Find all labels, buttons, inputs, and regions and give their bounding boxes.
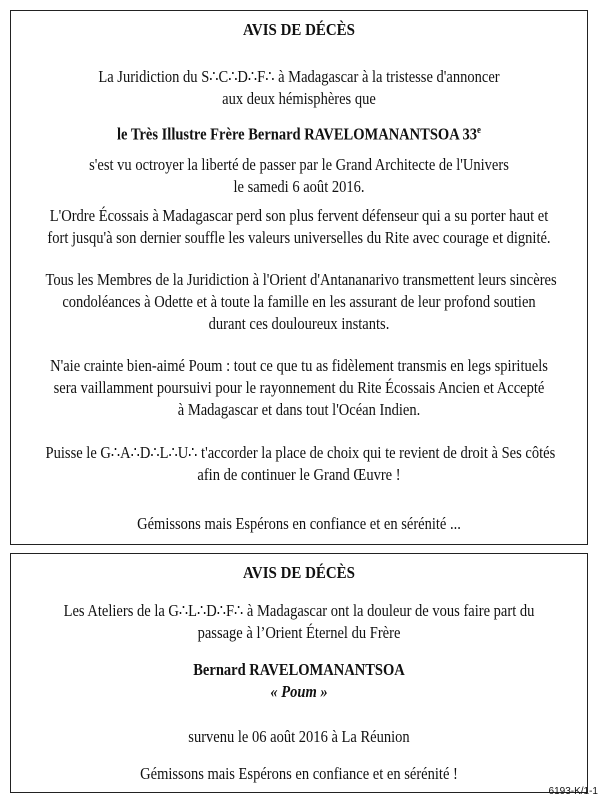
poum-paragraph-line: N'aie crainte bien-aimé Poum : tout ce que tu as fidèlement transmis en legs spirituels: [50, 356, 548, 375]
intro-line: Les Ateliers de la G∴L∴D∴F∴ à Madagascar ont la douleur de vous faire part du: [63, 601, 535, 620]
passage-line: s'est vu octroyer la liberté de passer par le Grand Architecte de l'Univers: [89, 155, 509, 174]
deceased-name: Bernard RAVELOMANANTSOA: [193, 660, 405, 679]
notice-title: AVIS DE DÉCÈS: [243, 20, 355, 39]
gadlu-paragraph-line: Puisse le G∴A∴D∴L∴U∴ t'accorder la place de choix qui te revient de droit à Ses côtés: [45, 443, 556, 462]
order-paragraph-line: fort jusqu'à son dernier souffle les valeurs universelles du Rite avec courage et dignité.: [47, 228, 551, 247]
intro-line: passage à l’Orient Éternel du Frère: [197, 623, 401, 642]
intro-line: aux deux hémisphères que: [222, 89, 376, 108]
death-notice-scdf: [10, 10, 588, 545]
notice-title: AVIS DE DÉCÈS: [243, 563, 355, 582]
members-paragraph-line: Tous les Membres de la Juridiction à l'Orient d'Antananarivo transmettent leurs sincères: [45, 270, 557, 289]
honoree-name: [46, 120, 553, 146]
death-notice-gldf: [10, 553, 588, 793]
death-date-line: survenu le 06 août 2016 à La Réunion: [188, 727, 410, 746]
deceased-nickname: « Poum »: [270, 682, 328, 701]
members-paragraph-line: durant ces douloureux instants.: [208, 314, 390, 333]
gadlu-paragraph-line: afin de continuer le Grand Œuvre !: [197, 465, 401, 484]
honoree-name-text: le Très Illustre Frère Bernard RAVELOMANANTSOA 33: [117, 124, 478, 144]
closing-line: Gémissons mais Espérons en confiance et en sérénité ...: [137, 514, 461, 533]
members-paragraph-line: condoléances à Odette et à toute la famille en les assurant de leur profond soutien: [62, 292, 536, 311]
closing-line: Gémissons mais Espérons en confiance et en sérénité !: [140, 764, 458, 783]
poum-paragraph-line: à Madagascar et dans tout l'Océan Indien.: [177, 400, 421, 419]
intro-line: La Juridiction du S∴C∴D∴F∴ à Madagascar à la tristesse d'annoncer: [98, 67, 500, 86]
order-paragraph-line: L'Ordre Écossais à Madagascar perd son plus fervent défenseur qui a su porter haut et: [49, 206, 549, 225]
degree-superscript: e: [477, 125, 481, 136]
reference-code: 6193-K/1-1: [548, 786, 598, 797]
poum-paragraph-line: sera vaillamment poursuivi pour le rayonnement du Rite Écossais Ancien et Accepté: [53, 378, 545, 397]
passage-line: le samedi 6 août 2016.: [233, 177, 365, 196]
